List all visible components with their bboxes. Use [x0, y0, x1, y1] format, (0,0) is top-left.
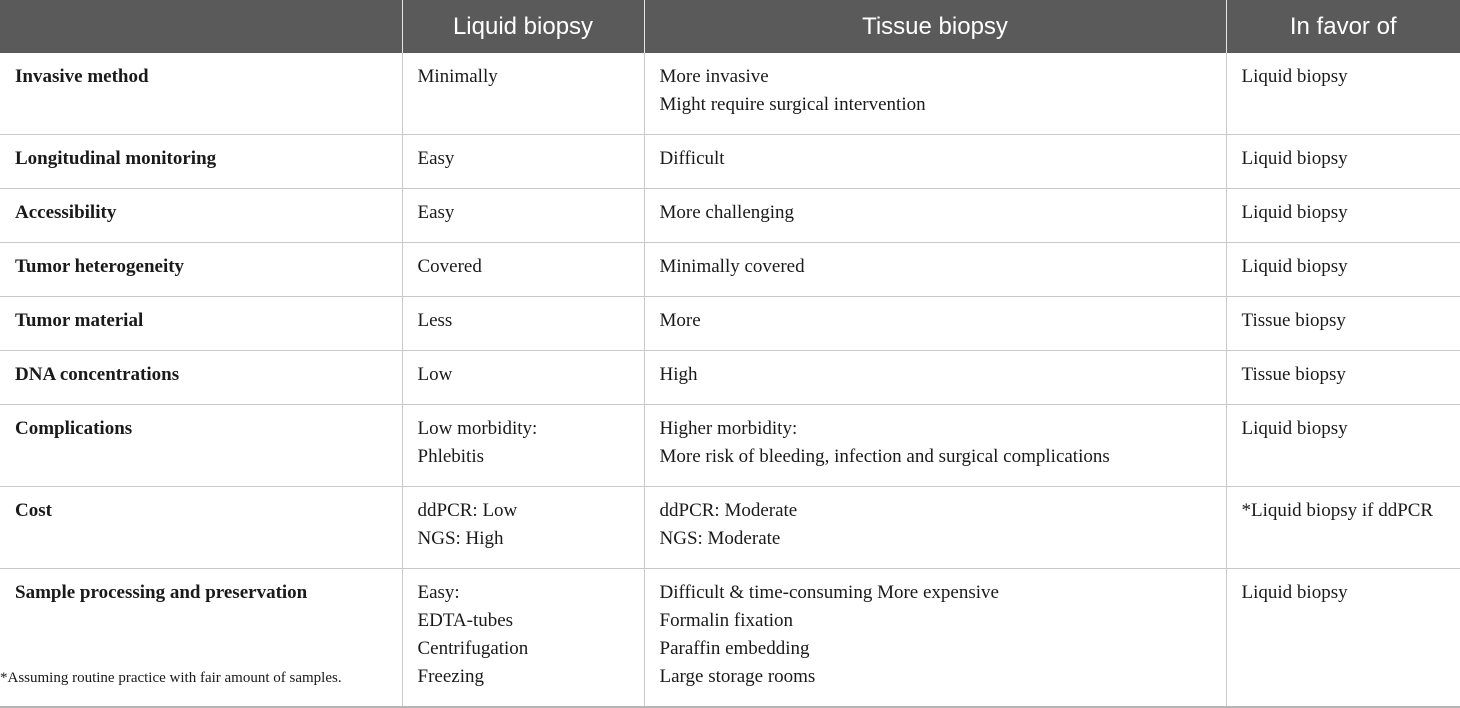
- criterion-cell: Tumor material: [0, 297, 402, 351]
- cell-line: Freezing: [417, 666, 484, 687]
- cell-line: Minimally: [417, 66, 498, 87]
- in-favor-of-cell: [1226, 189, 1460, 243]
- table-row: [0, 405, 1460, 487]
- cell-line: ddPCR: Low: [417, 500, 518, 521]
- liquid-biopsy-cell: [402, 351, 644, 405]
- tissue-biopsy-cell: [644, 569, 1226, 708]
- table-header: [0, 0, 1460, 53]
- header-liquid-biopsy: Liquid biopsy: [402, 0, 644, 53]
- cell-line: Higher morbidity:: [659, 418, 798, 439]
- in-favor-of-cell: [1226, 351, 1460, 405]
- table-row: [0, 189, 1460, 243]
- cell-line: More invasive: [659, 66, 769, 87]
- table-row: [0, 53, 1460, 135]
- table-row: [0, 135, 1460, 189]
- cell-line: EDTA-tubes: [417, 610, 514, 631]
- tissue-biopsy-cell: [644, 351, 1226, 405]
- liquid-biopsy-cell: [402, 405, 644, 487]
- cell-line: *Liquid biopsy if ddPCR: [1241, 500, 1434, 521]
- cell-line: Difficult & time-consuming More expensive: [659, 582, 999, 603]
- table-row: [0, 351, 1460, 405]
- footnote: *Assuming routine practice with fair amount of samples.: [0, 670, 342, 686]
- cell-line: Tissue biopsy: [1241, 364, 1346, 385]
- cell-line: Paraffin embedding: [659, 638, 810, 659]
- cell-line: Liquid biopsy: [1241, 66, 1348, 87]
- criterion-cell: DNA concentrations: [0, 351, 402, 405]
- criterion-cell: Longitudinal monitoring: [0, 135, 402, 189]
- cell-line: Liquid biopsy: [1241, 148, 1348, 169]
- cell-line: ddPCR: Moderate: [659, 500, 798, 521]
- cell-line: Phlebitis: [417, 446, 485, 467]
- tissue-biopsy-cell: [644, 487, 1226, 569]
- criterion-cell: Complications: [0, 405, 402, 487]
- in-favor-of-cell: [1226, 243, 1460, 297]
- in-favor-of-cell: [1226, 487, 1460, 569]
- table-row: [0, 487, 1460, 569]
- in-favor-of-cell: [1226, 569, 1460, 708]
- in-favor-of-cell: [1226, 297, 1460, 351]
- liquid-biopsy-cell: [402, 243, 644, 297]
- liquid-biopsy-cell: [402, 487, 644, 569]
- cell-line: Might require surgical intervention: [659, 94, 926, 115]
- liquid-biopsy-cell: [402, 53, 644, 135]
- liquid-biopsy-cell: [402, 569, 644, 708]
- tissue-biopsy-cell: [644, 189, 1226, 243]
- cell-line: Low: [417, 364, 453, 385]
- criterion-cell: Invasive method: [0, 53, 402, 135]
- cell-line: High: [659, 364, 698, 385]
- cell-line: Easy: [417, 202, 455, 223]
- cell-line: Liquid biopsy: [1241, 418, 1348, 439]
- tissue-biopsy-cell: [644, 405, 1226, 487]
- tissue-biopsy-cell: [644, 243, 1226, 297]
- cell-line: More risk of bleeding, infection and surgical complications: [659, 446, 1110, 467]
- header-row: [0, 0, 1460, 53]
- criterion-cell: Cost: [0, 487, 402, 569]
- tissue-biopsy-cell: [644, 135, 1226, 189]
- cell-line: More: [659, 310, 701, 331]
- cell-line: Easy: [417, 148, 455, 169]
- in-favor-of-cell: [1226, 135, 1460, 189]
- cell-line: NGS: High: [417, 528, 504, 549]
- cell-line: More challenging: [659, 202, 795, 223]
- liquid-biopsy-cell: [402, 297, 644, 351]
- cell-line: Centrifugation: [417, 638, 529, 659]
- cell-line: Difficult: [659, 148, 725, 169]
- table-row: [0, 297, 1460, 351]
- cell-line: Tissue biopsy: [1241, 310, 1346, 331]
- cell-line: Liquid biopsy: [1241, 202, 1348, 223]
- cell-line: Liquid biopsy: [1241, 256, 1348, 277]
- criterion-cell: Accessibility: [0, 189, 402, 243]
- header-criterion: [0, 0, 402, 53]
- cell-line: Liquid biopsy: [1241, 582, 1348, 603]
- table-body: [0, 53, 1460, 707]
- cell-line: Formalin fixation: [659, 610, 794, 631]
- in-favor-of-cell: [1226, 405, 1460, 487]
- cell-line: Less: [417, 310, 453, 331]
- liquid-biopsy-cell: [402, 189, 644, 243]
- cell-line: Low morbidity:: [417, 418, 538, 439]
- cell-line: Minimally covered: [659, 256, 805, 277]
- criterion-cell: Sample processing and preservation: [0, 569, 402, 708]
- in-favor-of-cell: [1226, 53, 1460, 135]
- header-in-favor-of: In favor of: [1226, 0, 1460, 53]
- liquid-biopsy-cell: [402, 135, 644, 189]
- cell-line: Covered: [417, 256, 482, 277]
- tissue-biopsy-cell: [644, 53, 1226, 135]
- cell-line: NGS: Moderate: [659, 528, 781, 549]
- header-tissue-biopsy: Tissue biopsy: [644, 0, 1226, 53]
- tissue-biopsy-cell: [644, 297, 1226, 351]
- table-row: [0, 243, 1460, 297]
- criterion-cell: Tumor heterogeneity: [0, 243, 402, 297]
- cell-line: Large storage rooms: [659, 666, 816, 687]
- cell-line: Easy:: [417, 582, 460, 603]
